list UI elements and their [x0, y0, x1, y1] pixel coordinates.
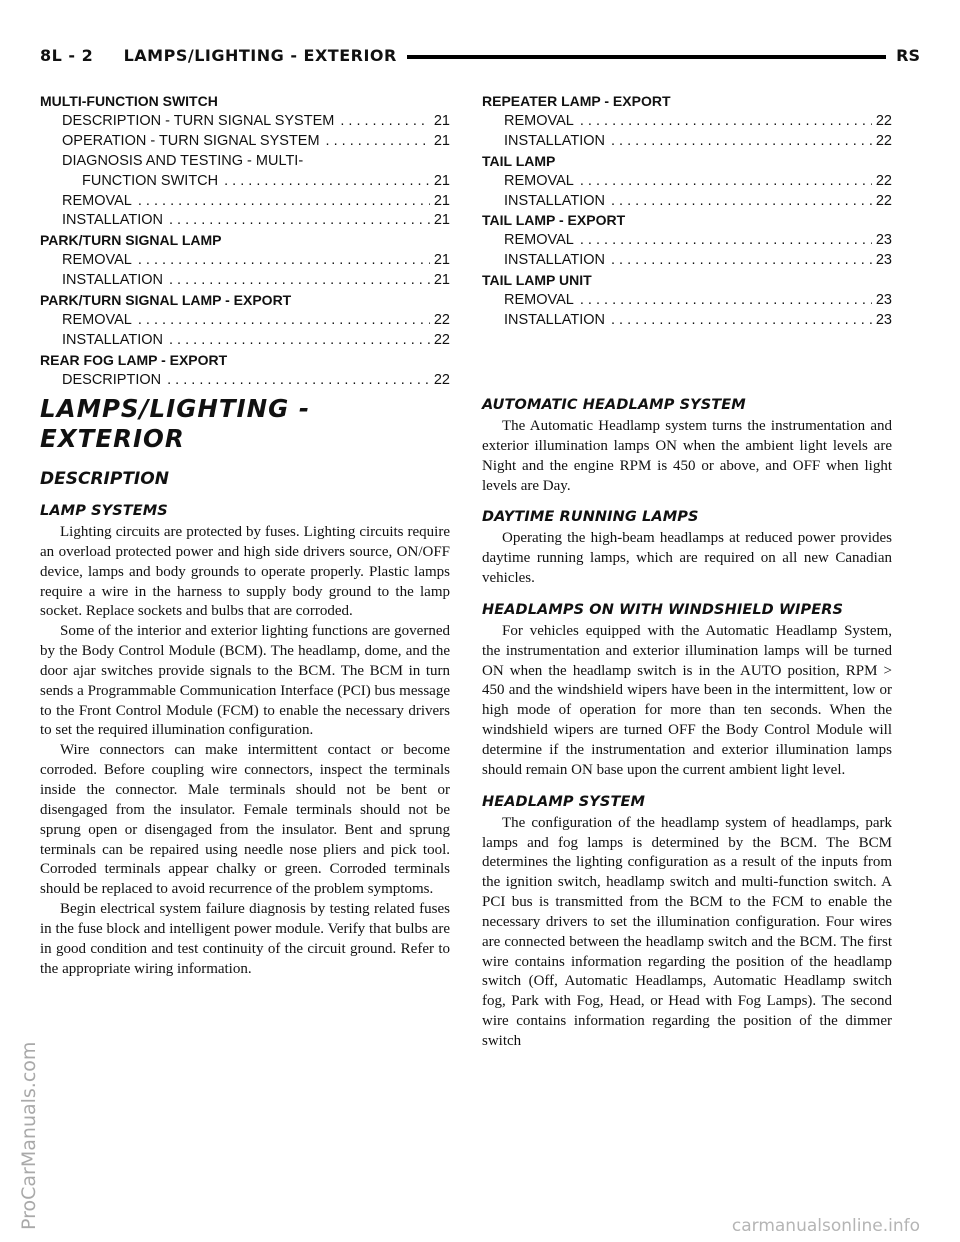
toc-entry-page: 22: [433, 311, 450, 328]
body-left-column: [40, 390, 450, 979]
toc-left-column: [40, 92, 450, 391]
toc-entry[interactable]: [482, 291, 892, 311]
toc-right-column: [482, 92, 892, 331]
toc-entry[interactable]: [40, 251, 450, 271]
toc-entry-page: 22: [875, 172, 892, 189]
section-heading-description: DESCRIPTION: [40, 469, 169, 489]
subsection-heading-lamp-systems: LAMP SYSTEMS: [40, 503, 168, 519]
paragraph: The configuration of the headlamp system of headlamps, park lamps and fog lamps is determined by the BCM. The BCM determines the lighting configuration as a result of the inputs from the ignition switch, headlamp switch and multi-function switch. A PCI bus is transmitted from the BCM to the FCM to enable the necessary drivers to set the illumination configuration. Four wires are connected between the headlamp switch and the BCM. The first wire contains information regarding the position of the headlamp switch (Off, Automatic Headlamps, Automatic Headlamp switch fog, Park with Fog, Head, or Head with Fog Lamps). The second wire contains information regarding the position of the dimmer switch: [482, 814, 892, 1049]
header-section-title: 8L - 2 LAMPS/LIGHTING - EXTERIOR: [40, 46, 407, 65]
toc-entry[interactable]: [40, 172, 450, 192]
toc-group-heading: REPEATER LAMP - EXPORT: [482, 93, 671, 109]
toc-entry-page: 21: [433, 212, 450, 229]
paragraph: The Automatic Headlamp system turns the instrumentation and exterior illumination lamps ON when the ambient light levels are Night and the engine RPM is 450 or above, and OFF when light levels are Day.: [482, 418, 892, 494]
toc-leader-dots: [340, 112, 430, 132]
toc-leader-dots: [167, 371, 430, 391]
toc-leader-dots: [169, 271, 430, 291]
body-right-column: [482, 390, 892, 1052]
toc-entry-page: 21: [433, 112, 450, 129]
page-header: [40, 44, 920, 68]
toc-entry-title: REMOVAL: [62, 252, 132, 269]
toc-entry-title: REMOVAL: [504, 172, 574, 189]
toc-entry-page: 21: [433, 172, 450, 189]
toc-entry-title: REMOVAL: [504, 112, 574, 129]
toc-entry-title: INSTALLATION: [62, 212, 163, 229]
toc-entry-title: INSTALLATION: [504, 192, 605, 209]
toc-entry[interactable]: [482, 251, 892, 271]
toc-group-heading: TAIL LAMP - EXPORT: [482, 212, 626, 229]
paragraph: For vehicles equipped with the Automatic Headlamp System, the instrumentation and exterior illumination lamps will be turned ON when the headlamp switch is in the AUTO position, RPM > 450 and the windshield wipers have been in the intermittent, low or high mode of operation for more than ten seconds. When the windshield wipers are turned OFF the Body Control Module will determine if the instrumentation and exterior illumination lamps should remain ON base upon the current ambient light level.: [482, 622, 892, 778]
toc-entry-title: INSTALLATION: [62, 331, 163, 348]
toc-leader-dots: [611, 132, 872, 152]
toc-entry[interactable]: [482, 311, 892, 331]
watermark-carmanualsonline: carmanualsonline.info: [731, 1216, 920, 1236]
toc-group-heading: TAIL LAMP: [482, 152, 556, 169]
toc-entry-title: INSTALLATION: [62, 272, 163, 289]
toc-leader-dots: [611, 192, 872, 212]
toc-leader-dots: [138, 251, 430, 271]
toc-leader-dots: [138, 311, 430, 331]
toc-entry-page: 22: [875, 192, 892, 209]
subsection-heading-automatic-headlamp: AUTOMATIC HEADLAMP SYSTEM: [482, 397, 746, 413]
subsection-heading-headlamp-system: HEADLAMP SYSTEM: [482, 793, 645, 810]
toc-entry[interactable]: [40, 271, 450, 291]
toc-entry-title: REMOVAL: [504, 292, 574, 309]
header-model-code: RS: [886, 46, 920, 65]
toc-entry-page: 21: [433, 132, 450, 149]
chapter-title: LAMPS/LIGHTING - EXTERIOR: [40, 394, 310, 453]
toc-leader-dots: [169, 331, 430, 351]
toc-entry-title: DESCRIPTION - TURN SIGNAL SYSTEM: [62, 112, 335, 129]
toc-entry-page: 22: [875, 112, 892, 129]
toc-entry-page: 21: [433, 192, 450, 209]
toc-leader-dots: [580, 231, 872, 251]
toc-entry[interactable]: [40, 371, 450, 391]
toc-entry[interactable]: [482, 172, 892, 192]
paragraph: Wire connectors can make intermittent contact or become corroded. Before coupling wire connectors, inspect the terminals inside the connector. Male terminals should not be bent or disengaged from the insulator. Female terminals should not be sprung open or disengaged from the insulator. Bent and sprung terminals can be repaired using needle nose pliers and pick tool. Corroded terminals appear chalky or green. Corroded terminals should be replaced to avoid recurrence of the problem symptoms.: [40, 742, 450, 898]
toc-entry-title: INSTALLATION: [504, 311, 605, 328]
toc-leader-dots: [580, 172, 872, 192]
toc-entry-page: 23: [875, 252, 892, 269]
toc-entry[interactable]: [482, 132, 892, 152]
toc-group-heading: REAR FOG LAMP - EXPORT: [40, 351, 228, 368]
toc-entry-page: 22: [875, 132, 892, 149]
toc-entry-page: 22: [433, 371, 450, 388]
toc-entry[interactable]: [40, 311, 450, 331]
toc-entry[interactable]: [482, 112, 892, 132]
toc-entry[interactable]: [40, 331, 450, 351]
toc-leader-dots: [224, 172, 430, 192]
toc-entry[interactable]: [40, 211, 450, 231]
toc-entry-page: 23: [875, 311, 892, 328]
toc-group-heading: TAIL LAMP UNIT: [482, 272, 592, 289]
toc-entry-title: REMOVAL: [504, 232, 574, 249]
toc-entry[interactable]: [40, 132, 450, 152]
watermark-procarmanuals: ProCarManuals.com: [18, 1041, 40, 1230]
toc-leader-dots: [580, 112, 872, 132]
toc-entry-title: REMOVAL: [62, 192, 132, 209]
paragraph: Operating the high-beam headlamps at reduced power provides daytime running lamps, which are required on all new Canadian vehicles.: [482, 530, 892, 587]
paragraph: Begin electrical system failure diagnosis by testing related fuses in the fuse block and intelligent power module. Verify that bulbs are in good condition and test continuity of the circuit ground. Refer to the appropriate wiring information.: [40, 901, 450, 977]
toc-leader-dots: [580, 291, 872, 311]
toc-entry-title: INSTALLATION: [504, 252, 605, 269]
toc-entry-title: REMOVAL: [62, 311, 132, 328]
toc-entry-page: 23: [875, 232, 892, 249]
toc-entry-title: INSTALLATION: [504, 132, 605, 149]
subsection-heading-headlamps-wipers: HEADLAMPS ON WITH WINDSHIELD WIPERS: [482, 601, 844, 618]
toc-entry-wrap-line: DIAGNOSIS AND TESTING - MULTI-: [62, 152, 304, 169]
paragraph: Some of the interior and exterior lighting functions are governed by the Body Control Module (BCM). The headlamp, dome, and the door ajar switches provide signals to the BCM. The BCM in turn sends a Programmable Communication Interface (PCI) bus message to the Front Control Module (FCM) to enable the necessary drivers to set the required illumination configuration.: [40, 623, 450, 739]
toc-entry[interactable]: [482, 231, 892, 251]
toc-entry-page: 21: [433, 252, 450, 269]
toc-leader-dots: [611, 251, 872, 271]
paragraph: Lighting circuits are protected by fuses. Lighting circuits require an overload protected power and high side drivers source, ON/OFF device, lamps and body grounds to operate properly. Plastic lamps require a wire in the harness to supply body ground to the lamp socket. Replace sockets and bulbs that are corroded.: [40, 524, 450, 620]
toc-group-heading: PARK/TURN SIGNAL LAMP - EXPORT: [40, 292, 292, 309]
toc-leader-dots: [169, 211, 430, 231]
toc-entry-title: DESCRIPTION: [62, 371, 162, 388]
toc-group-heading: MULTI-FUNCTION SWITCH: [40, 93, 218, 109]
toc-entry-title: OPERATION - TURN SIGNAL SYSTEM: [62, 132, 320, 149]
toc-entry-page: 21: [433, 272, 450, 289]
toc-entry-page: 22: [433, 331, 450, 348]
toc-entry-page: 23: [875, 292, 892, 309]
toc-leader-dots: [326, 132, 430, 152]
toc-entry[interactable]: [40, 192, 450, 212]
toc-group-heading: PARK/TURN SIGNAL LAMP: [40, 232, 222, 249]
subsection-heading-daytime-running-lamps: DAYTIME RUNNING LAMPS: [482, 509, 699, 526]
toc-entry[interactable]: [482, 192, 892, 212]
toc-leader-dots: [138, 192, 430, 212]
toc-entry-title: FUNCTION SWITCH: [82, 172, 219, 189]
toc-entry[interactable]: [40, 112, 450, 132]
toc-leader-dots: [611, 311, 872, 331]
